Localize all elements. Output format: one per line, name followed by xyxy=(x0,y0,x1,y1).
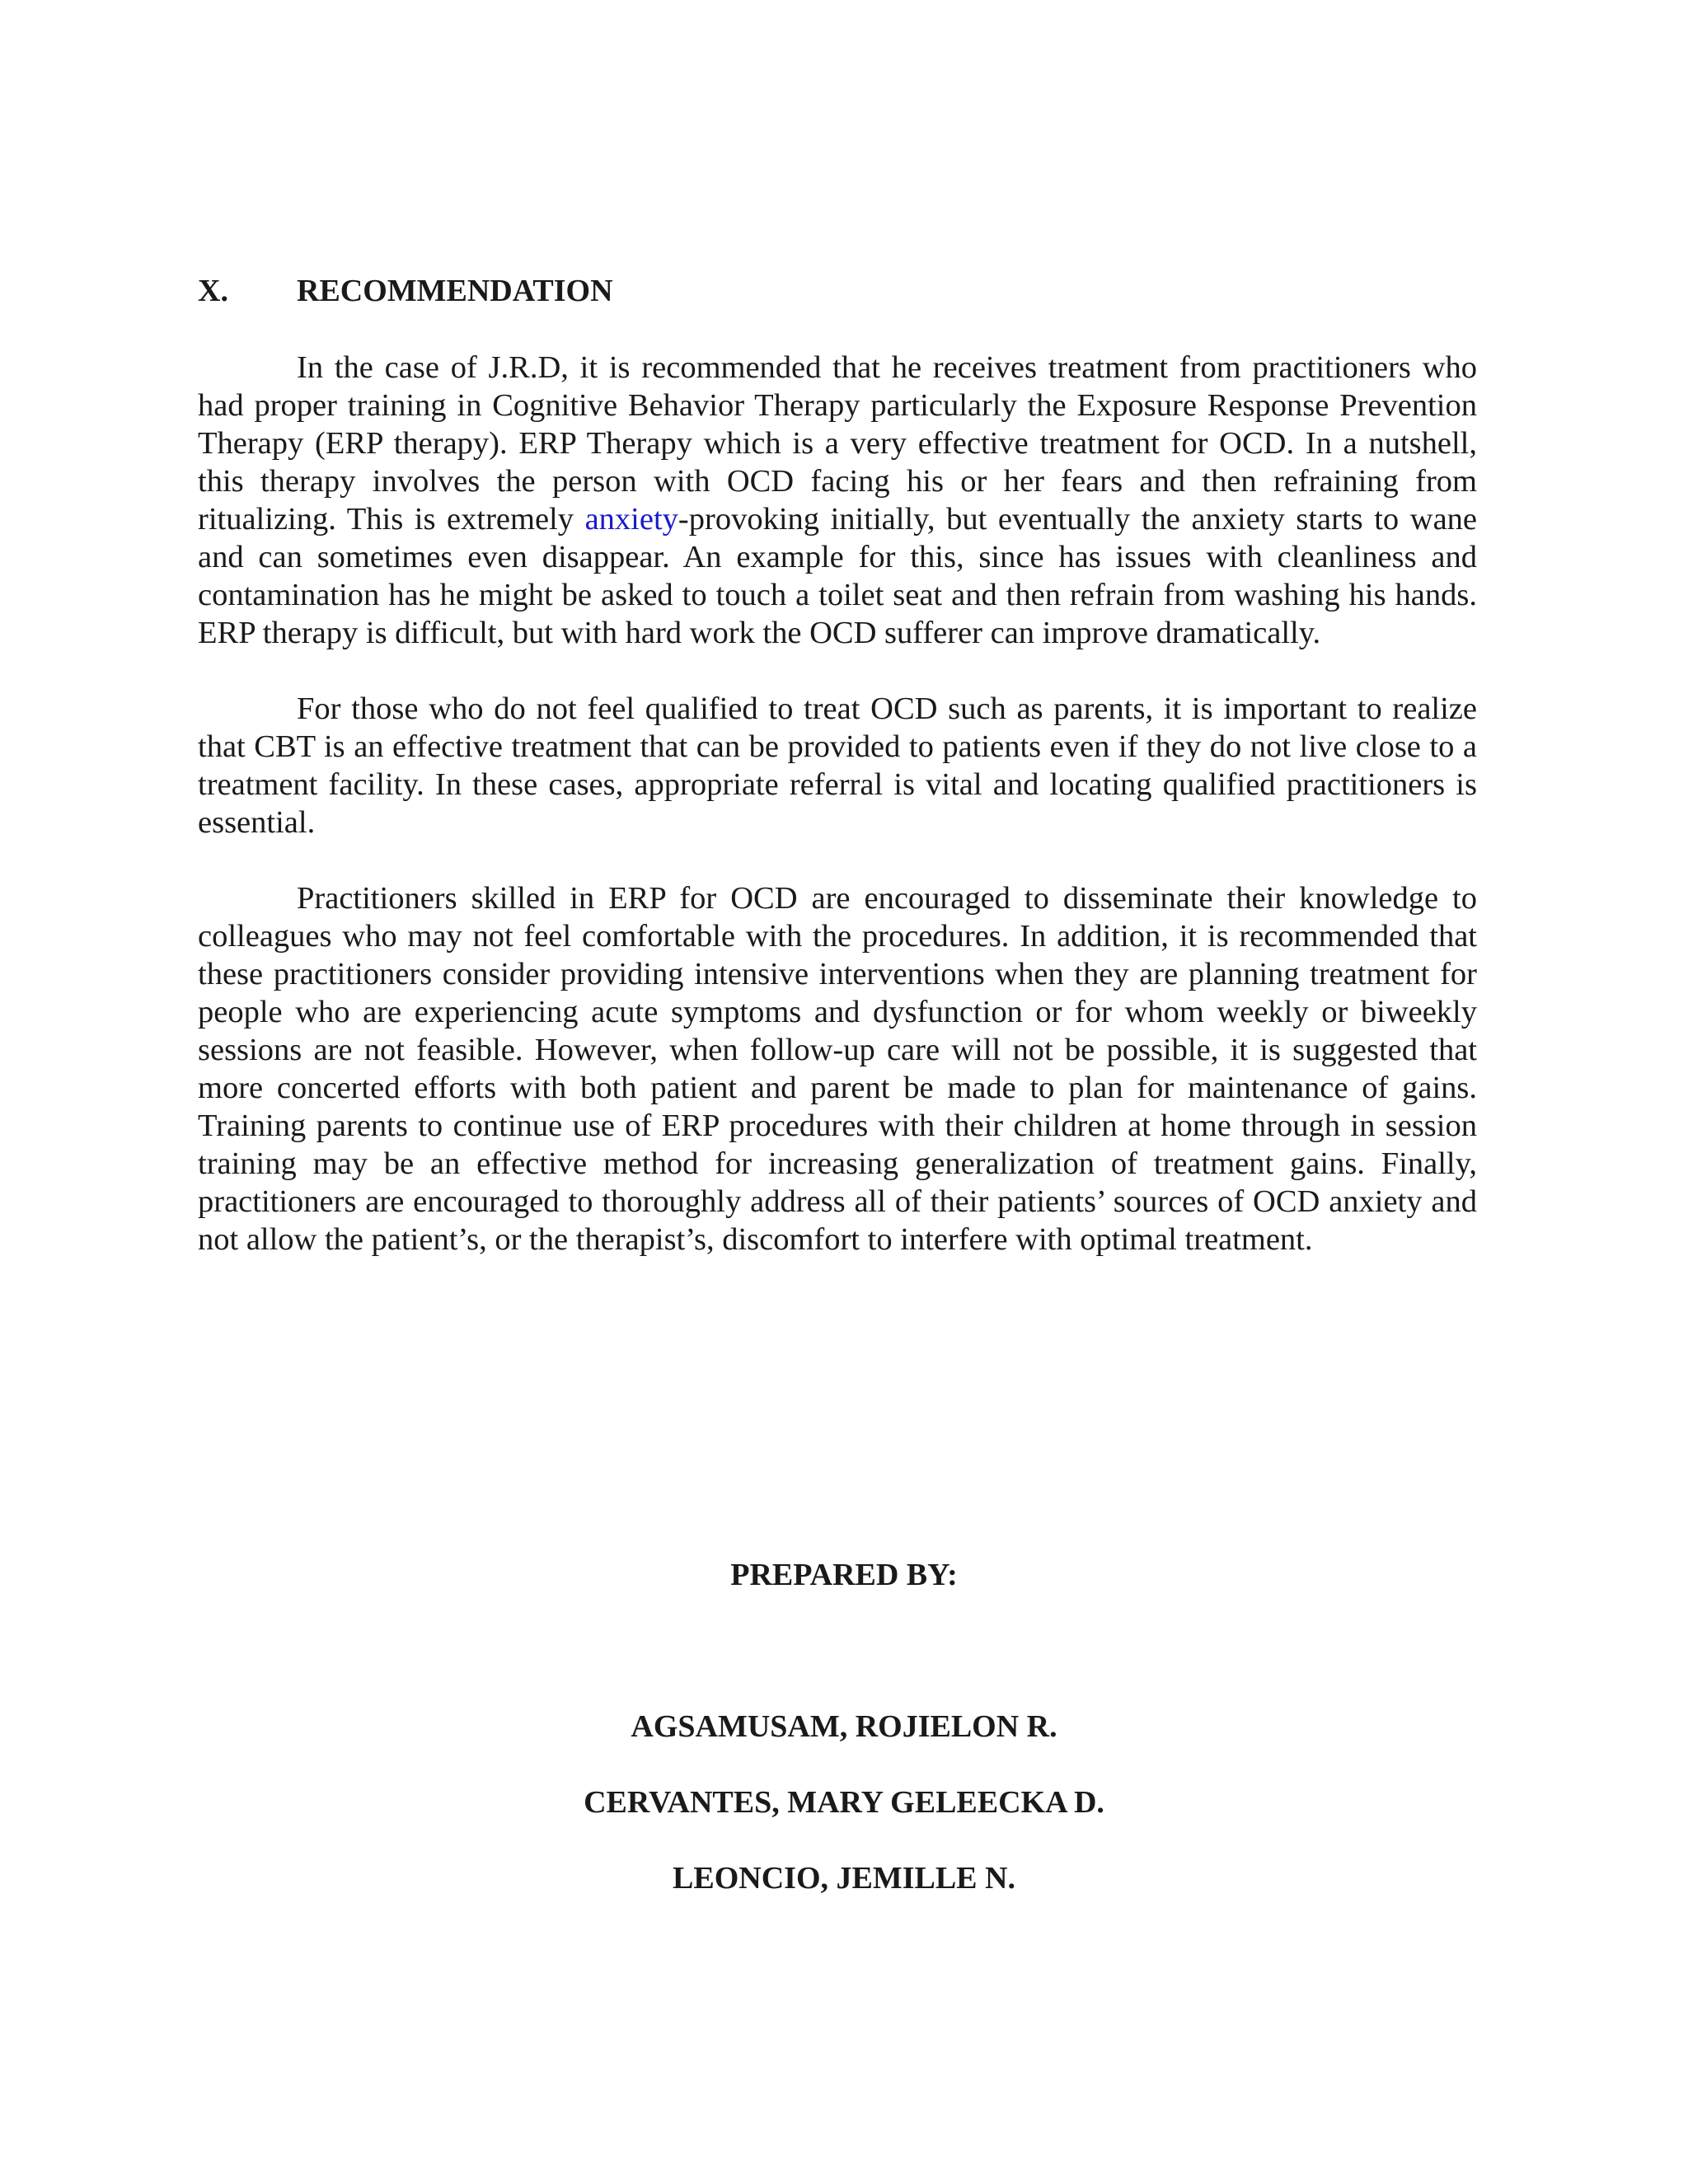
prepared-by-label: PREPARED BY: xyxy=(730,1558,958,1592)
anxiety-link[interactable]: anxiety xyxy=(584,502,678,537)
section-number: X. xyxy=(198,274,228,308)
paragraph-treatment-recommendation xyxy=(198,349,1477,652)
paragraph-text: In the case of J.R.D, it is recommended that he receives treatment from practitioners who had proper training in Cognitive Behavior Therapy particularly the Exposure Response Prevention Therapy (ERP therapy). ERP Therapy which is a very effective treatment for OCD. In a nutshell, this therapy involves the person with OCD facing his or her fears and then refraining from ritualizing. This is extremely xyxy=(198,350,1477,537)
author-name: LEONCIO, JEMILLE N. xyxy=(673,1861,1015,1896)
paragraph-text: -provoking initially, but eventually the anxiety starts to wane and can sometimes even disappear. An example for this, since has issues with cleanliness and contamination has he might be asked to touch a toilet seat and then refrain from washing his hands. ERP therapy is difficult, but with hard work the OCD sufferer can improve dramatically. xyxy=(198,502,1477,650)
paragraph-referral: For those who do not feel qualified to treat OCD such as parents, it is important to realize that CBT is an effective treatment that can be provided to patients even if they do not live close to a treatment facility. In these cases, appropriate referral is vital and locating qualified practitioners is essential. xyxy=(198,691,1477,840)
section-heading xyxy=(198,272,613,310)
paragraph-practitioners: Practitioners skilled in ERP for OCD are encouraged to disseminate their knowledge to colleagues who may not feel comfortable with the procedures. In addition, it is recommended that these practitioners consider providing intensive interventions when they are planning treatment for people who are experiencing acute symptoms and dysfunction or for whom weekly or biweekly sessions are not feasible. However, when follow-up care will not be possible, it is suggested that more concerted efforts with both patient and parent be made to plan for maintenance of gains. Training parents to continue use of ERP procedures with their children at home through in session training may be an effective method for increasing generalization of treatment gains. Finally, practitioners are encouraged to thoroughly address all of their patients’ sources of OCD anxiety and not allow the patient’s, or the therapist’s, discomfort to interfere with optimal treatment. xyxy=(198,881,1477,1257)
author-name: CERVANTES, MARY GELEECKA D. xyxy=(584,1785,1104,1820)
section-title: RECOMMENDATION xyxy=(297,274,613,308)
author-name: AGSAMUSAM, ROJIELON R. xyxy=(631,1709,1057,1744)
